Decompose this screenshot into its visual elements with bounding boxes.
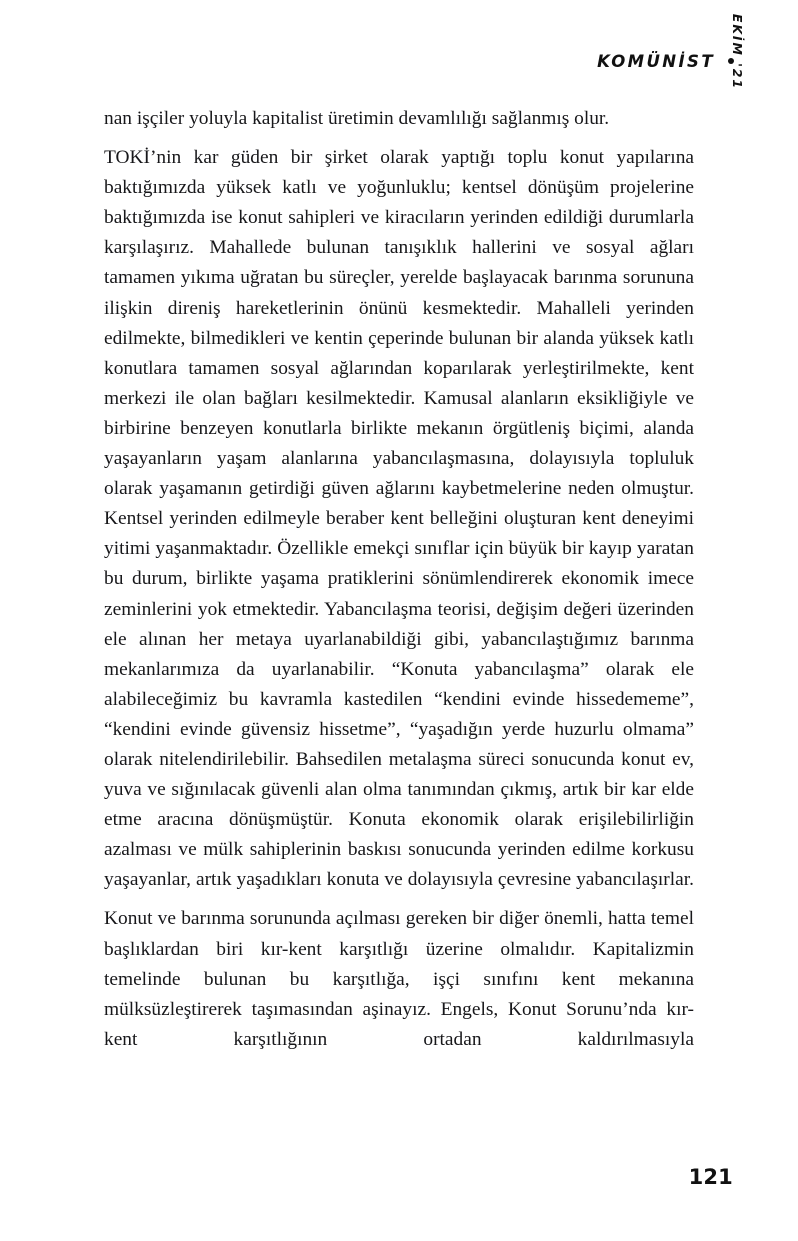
- paragraph-toki: TOKİ’nin kar güden bir şirket olarak yaptığı toplu konut yapılarına baktığımızda yüksek katlı ve yoğunluklu; kentsel dönüşüm projelerine baktığımızda ise konut sahipleri ve kiracıların yerinden edildiği durumlarla karşılaşırız. Mahallede bulunan tanışıklık hallerini ve sosyal ağları tamamen yıkıma uğratan bu süreçler, yerelde başlayacak barınma sorununa ilişkin direniş hareketlerinin önünü kesmektedir. Mahalleli yerinden edilmekte, bilmedikleri ve kentin çeperinde bulunan bir alanda yüksek katlı konutlara tamamen sosyal ağlarından koparılarak yerleştirilmekte, kent merkezi ile olan bağları kesilmektedir. Kamusal alanların eksikliğiyle ve birbirine benzeyen konutlarla birlikte mekanın örgütleniş biçimi, alanda yaşayanların yaşam alanlarına yabancılaşmasına, dolayısıyla topluluk olarak yaşamanın getirdiği güven ağlarını kaybetmelerine neden olmuştur. Kentsel yerinden edilmeyle beraber kent belleğini oluşturan kent deneyimi yitimi yaşanmaktadır. Özellikle emekçi sınıflar için büyük bir kayıp yaratan bu durum, birlikte yaşama pratiklerini sönümlendirerek ekonomik imece zeminlerini yok etmektedir. Yabancılaşma teorisi, değişim değeri üzerinden ele alınan her metaya uyarlanabildiği gibi, yabancılaştığımız barınma mekanlarımıza da uyarlanabilir. “Konuta yabancılaşma” olarak ele alabileceğimiz bu kavramla kastedilen “kendini evinde hissedememe”, “kendini evinde güvensiz hissetme”, “yaşadığın yerde huzurlu olmama” olarak nitelendirilebilir. Bahsedilen metalaşma süreci sonucunda konut ev, yuva ve sığınılacak güvenli alan olma tanımından çıkmış, artık bir kar elde etme aracına dönüşmüştür. Konuta ekonomik olarak erişilebilirliğin azalması ve mülk sahiplerinin baskısı sonucunda yerinden edilme korkusu yaşayanlar, artık yaşadıkları konuta ve dolayısıyla çevresine yabancılaşırlar.: [104, 147, 694, 891]
- page-number: 121: [688, 1165, 733, 1189]
- body-text-column: [104, 104, 694, 1055]
- running-head: [597, 52, 734, 71]
- running-head-issue: EKİM '21: [730, 13, 745, 90]
- paragraph-continuation: nan işçiler yoluyla kapitalist üretimin devamlılığı sağlanmış olur.: [104, 108, 610, 129]
- running-head-title: KOMÜNİST: [597, 52, 715, 71]
- paragraph-konut-barinma: Konut ve barınma sorununda açılması gereken bir diğer önemli, hatta temel başlıklardan biri kır-kent karşıtlığı üzerine olmalıdır. Kapitalizmin temelinde bulunan bu karşıtlığa, işçi sınıfını kent mekanına mülksüzleştirerek taşımasından aşinayız. Engels, Konut Sorunu’nda kır-kent karşıtlığının ortadan kaldırılmasıyla: [104, 908, 694, 1050]
